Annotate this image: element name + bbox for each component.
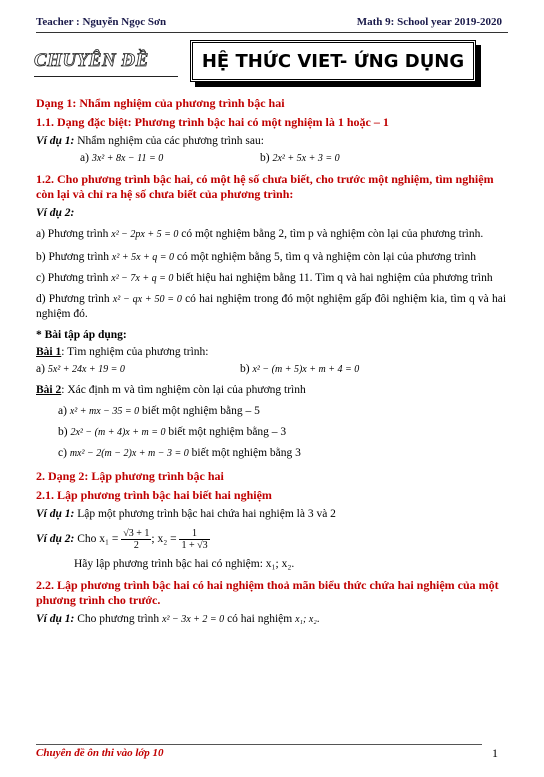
example1-a: a) 3x² + 8x − 11 = 0 [80,152,164,164]
header-divider [36,32,508,33]
section1-title: Dạng 1: Nhẩm nghiệm của phương trình bậc hai [36,96,285,110]
section2-1-title: 2.1. Lập phương trình bậc hai biết hai nghiệm [36,488,272,502]
example1-items [36,151,506,166]
s2-example2-line2: Hãy lập phương trình bậc hai có nghiệm: x₁; x₂. [74,558,295,570]
exercise1-b: b) x² − (m + 5)x + m + 4 = 0 [240,363,360,375]
example2-a: a) Phương trình x² − 2px + 5 = 0 có một nghiệm bằng 2, tìm p và nghiệm còn lại của phương trình. [36,228,484,240]
example2-b: b) Phương trình x² + 5x + q = 0 có một nghiệm bằng 5, tìm q và nghiệm còn lại của phương trình [36,251,477,263]
exercise1: Bài 1: Tìm nghiệm của phương trình: [36,346,209,358]
section1-2-title: 1.2. Cho phương trình bậc hai, có một hệ số chưa biết, cho trước một nghiệm, tìm nghiệm còn lại và chỉ ra hệ số chưa biết của phương trình: [36,172,494,201]
example2-c: c) Phương trình x² − 7x + q = 0 biết hiệu hai nghiệm bằng 11. Tìm q và hai nghiệm của phương trình [36,272,493,284]
footer-divider [36,744,482,745]
practice-heading: * Bài tập áp dụng: [36,329,127,341]
exercise1-a: a) 5x² + 24x + 19 = 0 [36,363,125,375]
example1-b: b) 2x² + 5x + 3 = 0 [260,152,340,164]
example2-d: d) Phương trình x² − qx + 50 = 0 có hai nghiệm trong đó một nghiệm gấp đôi nghiệm kia, tìm q và hai nghiệm đó. [36,293,507,320]
section2-title: 2. Dạng 2: Lập phương trình bậc hai [36,469,224,483]
exercise2-c: c) mx² − 2(m − 2)x + m − 3 = 0 biết một nghiệm bằng 3 [58,447,301,459]
example2-label: Ví dụ 2: [36,207,75,219]
exercise2: Bài 2: Xác định m và tìm nghiệm còn lại của phương trình [36,384,306,396]
exercise2-b: b) 2x² − (m + 4)x + m = 0 biết một nghiệm bằng – 3 [58,426,287,438]
logo-underline [34,76,178,77]
footer-title: Chuyên đề ôn thi vào lớp 10 [36,747,164,759]
title-banner [190,40,476,82]
section2-2-title: 2.2. Lập phương trình bậc hai có hai nghiệm thoả mãn biểu thức chứa hai nghiệm của một phương trình cho trước. [36,578,499,607]
s2-example3: Ví dụ 1: Cho phương trình x² − 3x + 2 = 0 có hai nghiệm x₁; x₂. [36,613,320,625]
example1: Ví dụ 1: Nhẩm nghiệm của các phương trình sau: [36,135,264,147]
x2-fraction: $\frac{1}{1 + √3}$ [181,528,208,551]
exercise1-items [36,362,506,377]
exercise2-a: a) x² + mx − 35 = 0 biết một nghiệm bằng – 5 [58,405,260,417]
section1-1-title: 1.1. Dạng đặc biệt: Phương trình bậc hai có một nghiệm là 1 hoặc – 1 [36,115,389,129]
page-number: 1 [492,746,498,760]
document-body [36,96,506,627]
s2-example1: Ví dụ 1: Lập một phương trình bậc hai chứa hai nghiệm là 3 và 2 [36,508,336,520]
topic-logo: CHUYÊN ĐỀ [34,50,149,71]
x1-fraction: $\frac{√3 + 1}{2}$ [123,528,150,551]
course-info: Math 9: School year 2019-2020 [356,16,502,28]
teacher-name: Teacher : Nguyễn Ngọc Sơn [36,16,167,28]
banner-title: HỆ THỨC VIET- ỨNG DỤNG [201,50,465,72]
s2-example2: Ví dụ 2: Cho x₁ = $\frac{√3 + 1}{2}$ ; x₂ = $\frac{1}{1 + √3}$ [36,528,208,551]
